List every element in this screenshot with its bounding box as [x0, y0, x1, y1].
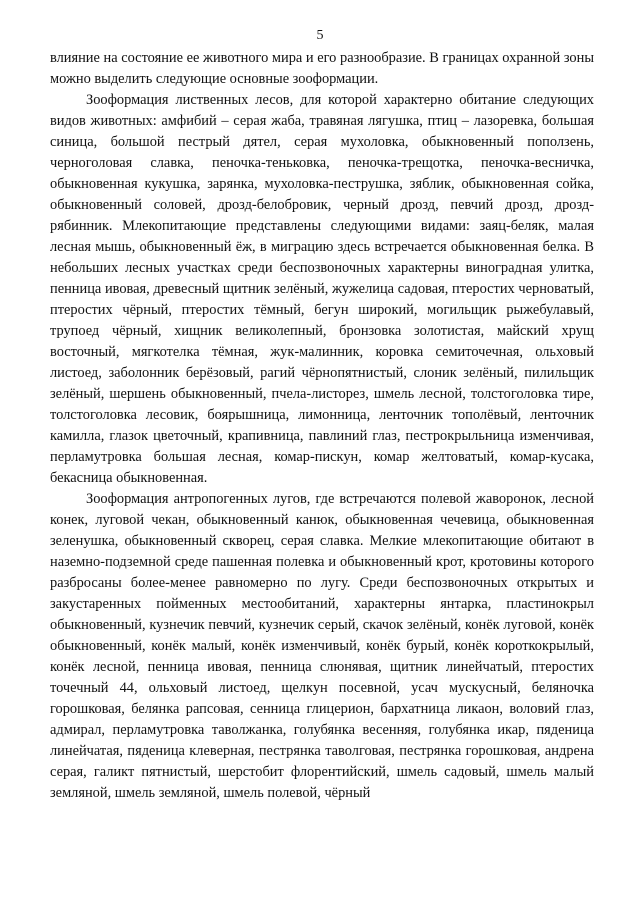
paragraph-continuation: влияние на состояние ее животного мира и его разнообразие. В границах охранной зоны можно выделить следующие основные зооформации.	[50, 50, 594, 87]
paragraph-anthropogenic-meadows: Зооформация антропогенных лугов, где встречаются полевой жаворонок, лесной конек, луговой чекан, обыкновенный канюк, обыкновенная чечевица, обыкновенная зеленушка, обыкновенный скворец, серая славка. Мелкие млекопитающие обитают в наземно-подземной среде пашенная полевка и обыкновенный крот, кротовины которого разбросаны более-менее равномерно по лугу. Среди беспозвоночных открытых и закустаренных пойменных местообитаний, характерны янтарка, пластинокрыл обыкновенный, кузнечик певчий, кузнечик серый, скачок зелёный, конёк луговой, конёк обыкновенный, конёк малый, конёк изменчивый, конёк бурый, конёк короткокрылый, конёк лесной, пенница ивовая, пенница слюнявая, щитник линейчатый, птеростих точечный 44, ольховый листоед, щелкун посевной, усач мускусный, беляночка горошковая, белянка рапсовая, сенница глицерион, бархатница ликаон, воловий глаз, адмирал, перламутровка таволжанка, голубянка весенняя, голубянка икар, пяденица линейчатая, пяденица клеверная, пестрянка таволговая, пестрянка горошковая, андрена серая, галикт пятнистый, шерстобит флорентийский, шмель садовый, шмель малый земляной, шмель земляной, шмель полевой, чёрный	[50, 491, 594, 801]
paragraph-deciduous-forests: Зооформация лиственных лесов, для которой характерно обитание следующих видов животных: амфибий – серая жаба, травяная лягушка, птиц – лазоревка, большая синица, большой пестрый дятел, серая мухоловка, обыкновенный поползень, черноголовая славка, пеночка-теньковка, пеночка-трещотка, пеночка-весничка, обыкновенная кукушка, зарянка, мухоловка-пеструшка, зяблик, обыкновенная сойка, обыкновенный соловей, дрозд-белобровик, черный дрозд, певчий дрозд, дрозд-рябинник. Млекопитающие представлены следующими видами: заяц-беляк, малая лесная мышь, обыкновенный ёж, в миграцию здесь встречается обыкновенная белка. В небольших лесных участках среди беспозвоночных характерны виноградная улитка, пенница ивовая, древесный щитник зелёный, жужелица садовая, птеростих черноватый, птеростих чёрный, птеростих тёмный, бегун широкий, могильщик рыжебулавый, трупоед чёрный, хищник великолепный, бронзовка золотистая, майский хрущ восточный, мягкотелка тёмная, жук-малинник, коровка семиточечная, ольховый листоед, заболонник берёзовый, рагий чёрнопятнистый, слоник зелёный, пилильщик зелёный, шершень обыкновенный, пчела-листорез, шмель лесной, толстоголовка тире, толстоголовка лесовик, боярышница, лимонница, ленточник тополёвый, ленточник камилла, глазок цветочный, крапивница, павлиний глаз, пестрокрыльница изменчивая, перламутровка большая лесная, комар-пискун, комар желтоватый, комар-кусака, бекасница обыкновенная.	[50, 92, 594, 486]
body-text	[50, 48, 594, 804]
page-number: 5	[316, 28, 324, 43]
